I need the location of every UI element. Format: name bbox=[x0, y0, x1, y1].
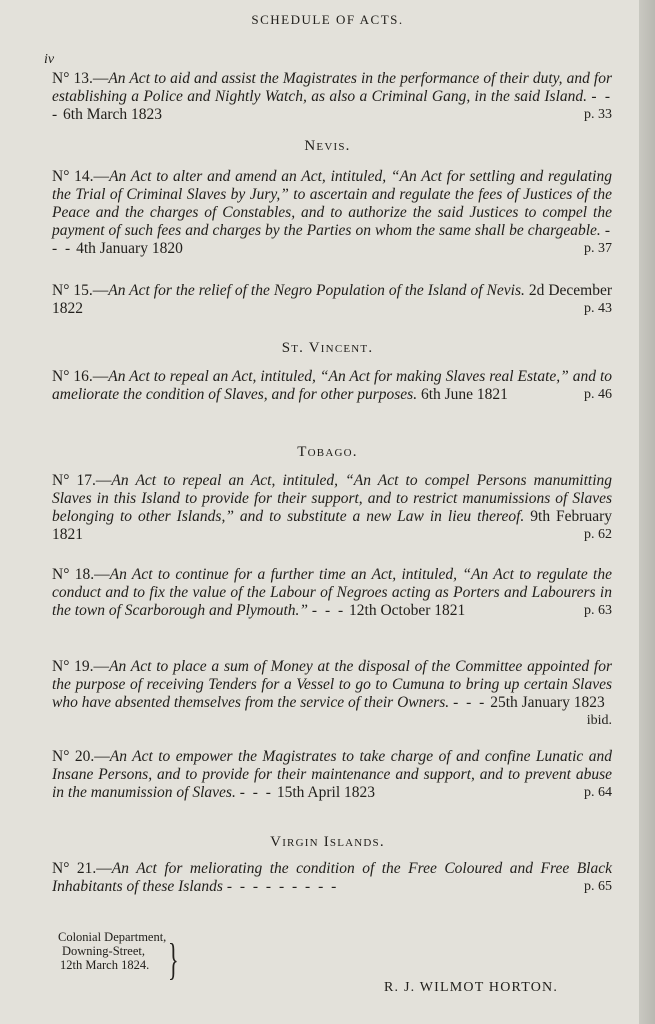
act-page-ref: p. 65 bbox=[584, 879, 612, 894]
act-title: An Act to alter and amend an Act, intituled, “An Act for settling and regulating the Trial of Criminal Slaves by Jury,” to ascertain and regulate the fees of Justices of the Peace and the charges of Constables, and to authorize the said Justices to compel the payment of such fees and charges by the Parties on whom the same shall be chargeable. bbox=[52, 168, 612, 239]
act-number: N° 20.— bbox=[52, 748, 110, 765]
dateline bbox=[58, 930, 166, 972]
act-entry-15 bbox=[52, 282, 612, 318]
act-title: An Act to aid and assist the Magistrates in the performance of their duty, and for establishing a Police and Nightly Watch, as also a Criminal Gang, in the said Island. bbox=[52, 70, 612, 105]
act-title: An Act for the relief of the Negro Population of the Island of Nevis. bbox=[108, 282, 525, 299]
act-title: An Act to repeal an Act, intituled, “An Act to compel Persons manumitting Slaves in this Island to provide for their support, and to restrict manumissions of Slaves belonging to other Islands,” and to substitute a new Law in lieu thereof. bbox=[52, 472, 612, 525]
act-date: 4th January 1820 bbox=[76, 240, 183, 257]
act-date: 9th February 1821 bbox=[52, 508, 613, 543]
section-heading-st-vincent: St. Vincent. bbox=[281, 340, 374, 356]
act-page-ref: p. 33 bbox=[584, 107, 612, 122]
act-number: N° 17.— bbox=[52, 472, 112, 489]
act-title: An Act for meliorating the condition of the Free Coloured and Free Black Inhabitants of these Islands bbox=[52, 860, 612, 895]
section-heading-tobago: Tobago. bbox=[297, 444, 358, 460]
act-entry-18: N° 18.—An Act to continue for a further time an Act, intituled, “An Act to regulate the conduct and to fix the value of the Labour of Negroes acting as Porters and Labourers in the town of Scarborough and Plymouth.” - - - 12th October 1821 p. 63 bbox=[52, 566, 612, 619]
act-entry-16 bbox=[52, 368, 612, 404]
section-heading-virgin-islands: Virgin Islands. bbox=[270, 834, 385, 850]
act-page-ref: p. 62 bbox=[584, 527, 612, 542]
section-heading-nevis: Nevis. bbox=[304, 138, 351, 154]
act-page-ref: p. 46 bbox=[584, 387, 612, 402]
act-date: 2d December 1822 bbox=[52, 282, 612, 317]
act-entry-13: N° 13.—An Act to aid and assist the Magistrates in the performance of their duty, and for establishing a Police and Nightly Watch, as also a Criminal Gang, in the said Island. - - - 6th March 1823 p. 33 bbox=[52, 70, 613, 123]
act-date: 12th October 1821 bbox=[349, 602, 466, 619]
act-entry-20: N° 20.—An Act to empower the Magistrates to take charge of and confine Lunatic and Insane Persons, and to provide for their maintenance and support, and to prevent abuse in the manumission of Slaves. - - - 15th April 1823 p. 64 bbox=[52, 748, 612, 801]
act-page-ref: ibid. bbox=[586, 713, 612, 728]
act-page-ref: p. 43 bbox=[584, 301, 612, 316]
running-header: SCHEDULE OF ACTS. bbox=[251, 12, 404, 27]
act-page-ref: p. 37 bbox=[584, 241, 612, 256]
act-number: N° 13.— bbox=[52, 70, 109, 87]
act-page-ref: p. 63 bbox=[584, 603, 612, 618]
signature: R. J. WILMOT HORTON. bbox=[384, 980, 559, 995]
act-number: N° 15.— bbox=[52, 282, 109, 299]
act-number: N° 21.— bbox=[52, 860, 112, 877]
act-page-ref: p. 64 bbox=[584, 785, 612, 800]
dateline-street: Downing-Street, bbox=[62, 944, 145, 958]
act-entry-14: N° 14.—An Act to alter and amend an Act, intituled, “An Act for settling and regulating the Trial of Criminal Slaves by Jury,” to ascertain and regulate the fees of Justices of the Peace and the charges of Constables, and to authorize the said Justices to compel the payment of such fees and charges by the Parties on whom the same shall be chargeable. - - - 4th January 1820 p. 37 bbox=[52, 168, 613, 257]
dateline-date: 12th March 1824. bbox=[60, 958, 150, 972]
act-date: 25th January 1823 bbox=[490, 694, 605, 711]
act-title: An Act to continue for a further time an Act, intituled, “An Act to regulate the conduct and to fix the value of the Labour of Negroes acting as Porters and Labourers in the town of Scarborough and Plymouth.” bbox=[52, 566, 612, 619]
act-number: N° 19.— bbox=[52, 658, 110, 675]
act-entry-21: N° 21.—An Act for meliorating the condition of the Free Coloured and Free Black Inhabitants of these Islands - - - - - - - - - p. 65 bbox=[52, 860, 612, 895]
act-title: An Act to repeal an Act, intituled, “An Act for making Slaves real Estate,” and to ameliorate the condition of Slaves, and for other purposes. bbox=[52, 368, 612, 403]
act-number: N° 16.— bbox=[52, 368, 109, 385]
act-title: An Act to empower the Magistrates to take charge of and confine Lunatic and Insane Persons, and to provide for their maintenance and support, and to prevent abuse in the manumission of Slaves. bbox=[52, 748, 612, 801]
act-number: N° 14.— bbox=[52, 168, 110, 185]
page-number: iv bbox=[44, 52, 55, 67]
dateline-office: Colonial Department, bbox=[58, 930, 167, 944]
act-date: 6th June 1821 bbox=[420, 386, 508, 403]
act-date: 15th April 1823 bbox=[276, 784, 376, 801]
page-gutter bbox=[639, 0, 655, 1024]
brace-icon: } bbox=[168, 935, 179, 984]
act-number: N° 18.— bbox=[52, 566, 110, 583]
act-date: 6th March 1823 bbox=[63, 106, 163, 123]
act-entry-17 bbox=[52, 472, 612, 544]
act-entry-19: N° 19.—An Act to place a sum of Money at the disposal of the Committee appointed for the purpose of receiving Tenders for a Vessel to go to Cumuna to bring up certain Slaves who have absented themselves from the service of their Owners. - - - 25th January 1823 ibid. bbox=[52, 658, 612, 728]
act-title: An Act to place a sum of Money at the disposal of the Committee appointed for the purpose of receiving Tenders for a Vessel to go to Cumuna to bring up certain Slaves who have absented themselves from the service of their Owners. bbox=[52, 658, 612, 711]
